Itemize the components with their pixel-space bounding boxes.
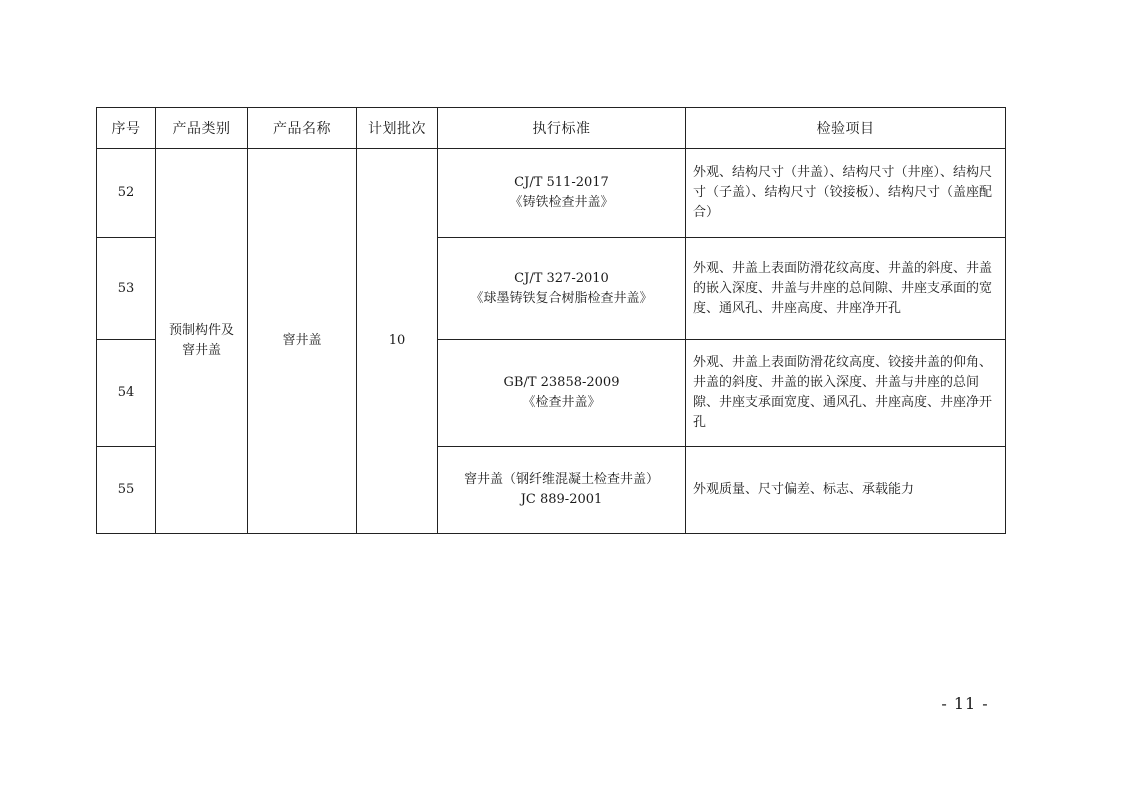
- standard-code: JC 889-2001: [520, 492, 603, 507]
- product-name-cell: 窨井盖: [248, 149, 357, 534]
- category-cell: [156, 149, 248, 534]
- header-items: 检验项目: [686, 108, 1006, 149]
- standard-code: GB/T 23858-2009: [503, 375, 620, 390]
- standard-code: CJ/T 511-2017: [514, 175, 609, 190]
- standard-cell: [438, 149, 686, 238]
- seq-cell: 54: [97, 340, 156, 447]
- items-cell: 外观、井盖上表面防滑花纹高度、铰接井盖的仰角、井盖的斜度、井盖的嵌入深度、井盖与井座的总间隙、井座支承面宽度、通风孔、井座高度、井座净开孔: [686, 340, 1006, 447]
- header-seq: 序号: [97, 108, 156, 149]
- header-standard: 执行标准: [438, 108, 686, 149]
- standard-cell: [438, 447, 686, 534]
- header-batches: 计划批次: [357, 108, 438, 149]
- seq-cell: 55: [97, 447, 156, 534]
- standard-title: 《铸铁检查井盖》: [509, 195, 614, 210]
- table-row: [97, 149, 1006, 238]
- page-number: - 11 -: [941, 694, 989, 713]
- header-category: 产品类别: [156, 108, 248, 149]
- seq-cell: 53: [97, 238, 156, 340]
- category-text: 预制构件及窨井盖: [168, 323, 234, 358]
- header-name: 产品名称: [248, 108, 357, 149]
- items-cell: 外观、井盖上表面防滑花纹高度、井盖的斜度、井盖的嵌入深度、井盖与井座的总间隙、井座支承面的宽度、通风孔、井座高度、井座净开孔: [686, 238, 1006, 340]
- standard-cell: [438, 238, 686, 340]
- seq-cell: 52: [97, 149, 156, 238]
- standard-title: 《检查井盖》: [522, 395, 601, 410]
- batches-cell: 10: [357, 149, 438, 534]
- items-cell: 外观、结构尺寸（井盖）、结构尺寸（井座）、结构尺寸（子盖）、结构尺寸（铰接板）、结构尺寸（盖座配合）: [686, 149, 1006, 238]
- standard-title: 窨井盖（钢纤维混凝土检查井盖）: [463, 472, 659, 487]
- standard-code: CJ/T 327-2010: [514, 270, 609, 286]
- header-row: [97, 108, 1006, 149]
- standard-title: 《球墨铸铁复合树脂检查井盖》: [470, 290, 653, 306]
- inspection-table: [96, 107, 1006, 534]
- standard-cell: [438, 340, 686, 447]
- items-cell: 外观质量、尺寸偏差、标志、承载能力: [686, 447, 1006, 534]
